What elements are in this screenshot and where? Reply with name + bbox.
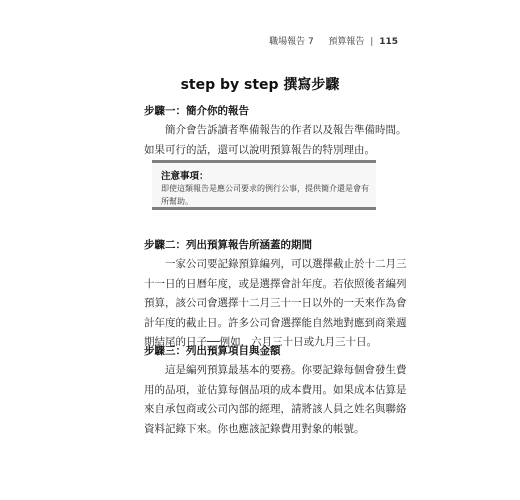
step-2-paragraph [144, 255, 407, 353]
note-text [161, 183, 369, 208]
note-line: 即使這類報告是應公司要求的例行公事，提供簡介還是會有 [161, 184, 369, 193]
note-box-bottom-rule [152, 207, 376, 210]
step-2-line: 預算，該公司會選擇十二月三十一日以外的一天來作為會 [144, 297, 407, 309]
note-box [152, 160, 376, 210]
header-separator-a [320, 37, 323, 47]
step-3-line: 資料記錄下來。你也應該記錄費用對象的帳號。 [144, 422, 365, 435]
running-header [269, 34, 398, 47]
page-number: 115 [379, 37, 398, 47]
step-2-line: 期結尾的日子──例如，六月三十日或九月三十日。 [144, 336, 378, 348]
step-3-paragraph [144, 361, 407, 439]
page-title: step by step 撰寫步驟 [180, 77, 340, 93]
step-3-heading: 步驟三：列出預算項目與金額 [144, 345, 281, 357]
note-title: 注意事項： [161, 171, 209, 182]
step-2-heading: 步驟二：列出預算報告所涵蓋的期間 [144, 239, 312, 251]
header-chapter: 職場報告 7 [269, 37, 314, 47]
step-3-line: 這是編列預算最基本的要務。你要記錄每個會發生費 [165, 364, 407, 376]
header-separator: | [370, 37, 374, 47]
note-line: 所幫助。 [161, 196, 193, 206]
step-1-line: 簡介會告訴讀者準備報告的作者以及報告準備時間。 [165, 124, 407, 136]
header-section: 預算報告 [328, 37, 365, 47]
step-3-line: 用的品項，並估算每個品項的成本費用。如果成本估算是 [144, 383, 407, 396]
step-2-line: 計年度的截止日。許多公司會選擇能自然地對應到商業週 [144, 316, 407, 329]
step-2-line: 十一日的日曆年度，或是選擇會計年度。若依照後者編列 [144, 277, 407, 290]
step-2-line: 一家公司要記錄預算編列，可以選擇截止於十二月三 [165, 258, 407, 270]
step-1-heading: 步驟一：簡介你的報告 [144, 105, 249, 117]
step-1-line: 如果可行的話，還可以說明預算報告的特別理由。 [144, 143, 375, 156]
note-box-top-rule [152, 160, 376, 163]
step-3-line: 來自承包商或公司內部的經理，請將該人員之姓名與聯絡 [144, 403, 407, 415]
step-1-paragraph [144, 121, 407, 160]
